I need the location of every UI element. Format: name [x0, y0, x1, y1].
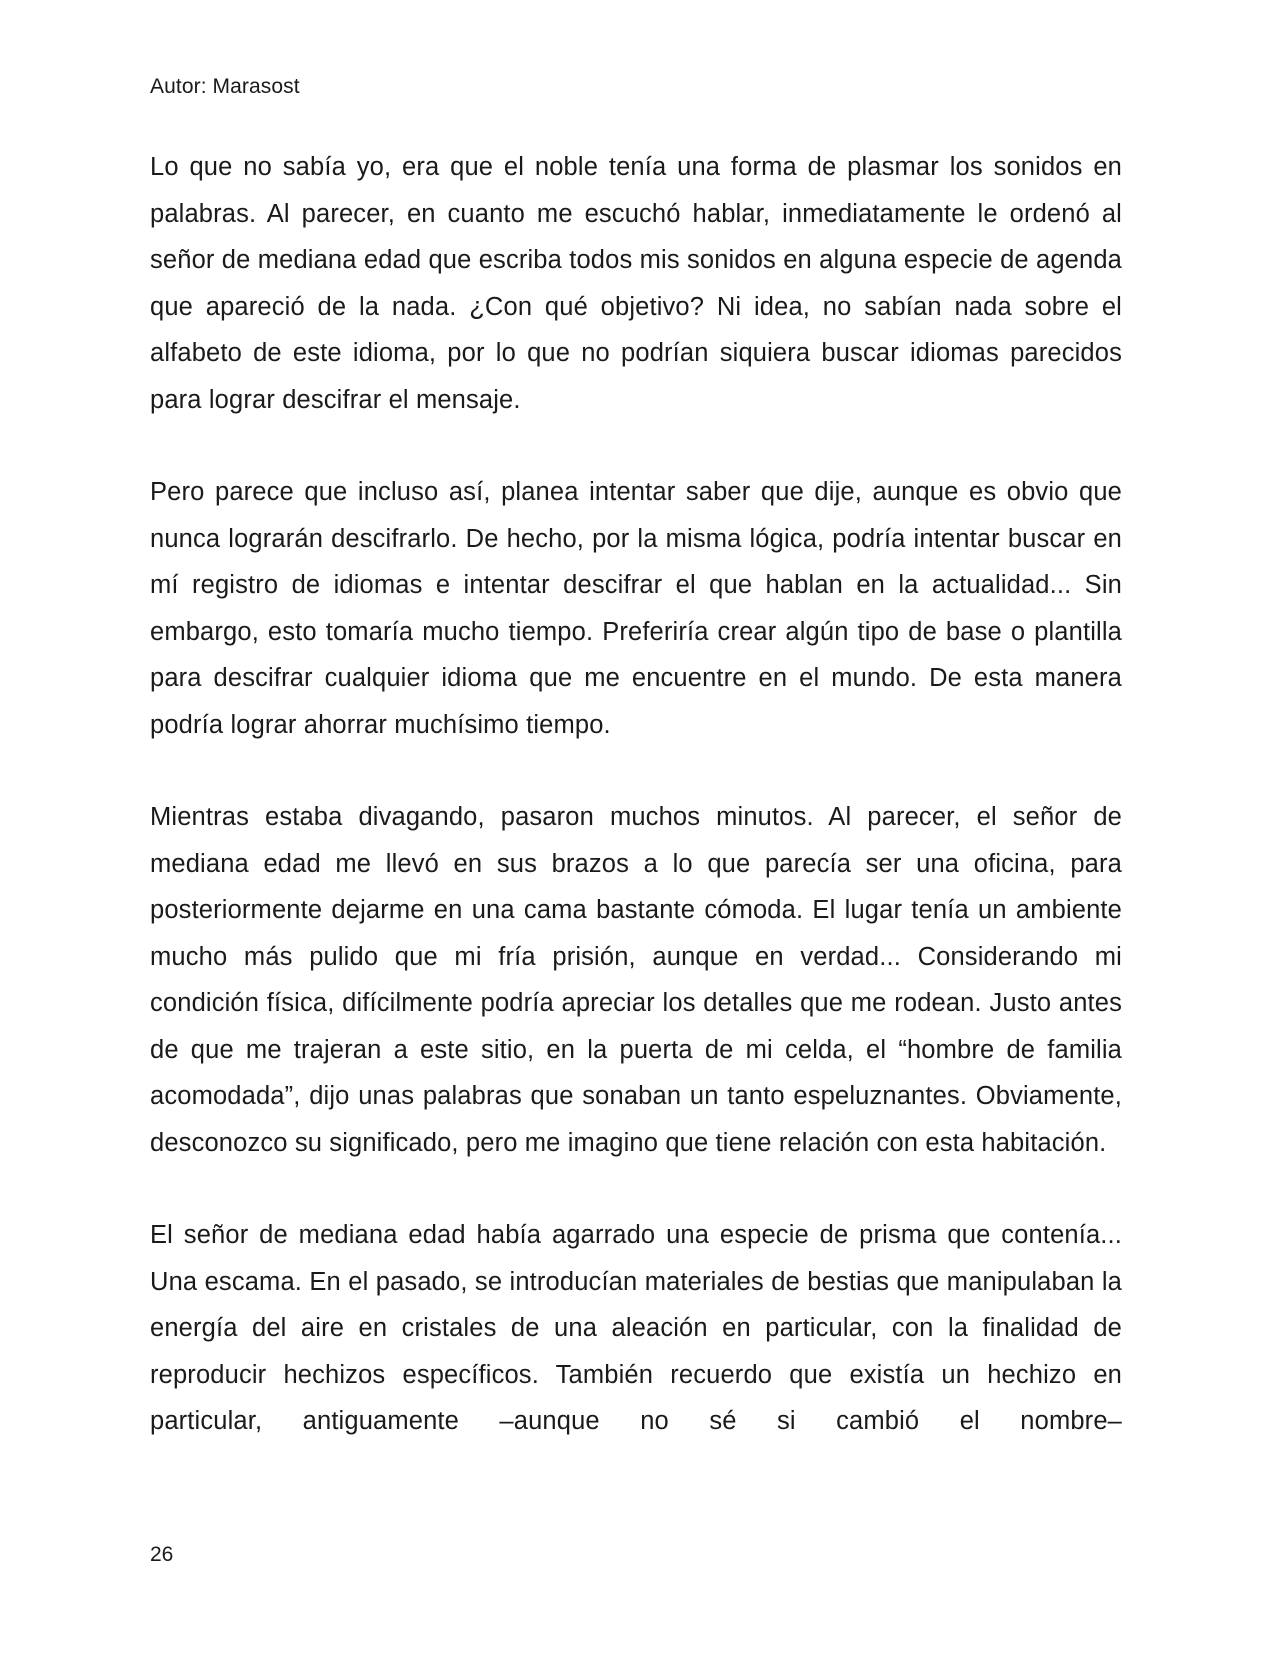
paragraph: Mientras estaba divagando, pasaron muchos minutos. Al parecer, el señor de mediana edad me llevó en sus brazos a lo que parecía ser una oficina, para posteriormente dejarme en una cama bastante cómoda. El lugar tenía un ambiente mucho más pulido que mi fría prisión, aunque en verdad... Considerando mi condición física, difícilmente podría apreciar los detalles que me rodean. Justo antes de que me trajeran a este sitio, en la puerta de mi celda, el “hombre de familia acomodada”, dijo unas palabras que sonaban un tanto espeluznantes. Obviamente, desconozco su significado, pero me imagino que tiene relación con esta habitación.: [150, 803, 1122, 1157]
paragraph: El señor de mediana edad había agarrado una especie de prisma que contenía... Una escama. En el pasado, se introducían materiales de bestias que manipulaban la energía del aire en cristales de una aleación en particular, con la finalidad de reproducir hechizos específicos. También recuerdo que existía un hechizo en particular, antiguamente –aunque no sé si cambió el nombre–: [150, 1221, 1122, 1435]
page-number: 26: [150, 1543, 174, 1566]
paragraph: Lo que no sabía yo, era que el noble tenía una forma de plasmar los sonidos en palabras. Al parecer, en cuanto me escuchó hablar, inmediatamente le ordenó al señor de mediana edad que escriba todos mis sonidos en alguna especie de agenda que apareció de la nada. ¿Con qué objetivo? Ni idea, no sabían nada sobre el alfabeto de este idioma, por lo que no podrían siquiera buscar idiomas parecidos para lograr descifrar el mensaje.: [150, 153, 1122, 414]
author-header: Autor: Marasost: [150, 75, 300, 98]
paragraph: Pero parece que incluso así, planea intentar saber que dije, aunque es obvio que nunca lograrán descifrarlo. De hecho, por la misma lógica, podría intentar buscar en mí registro de idiomas e intentar descifrar el que hablan en la actualidad... Sin embargo, esto tomaría mucho tiempo. Preferiría crear algún tipo de base o plantilla para descifrar cualquier idioma que me encuentre en el mundo. De esta manera podría lograr ahorrar muchísimo tiempo.: [150, 478, 1122, 739]
body-text: [150, 144, 1122, 1445]
